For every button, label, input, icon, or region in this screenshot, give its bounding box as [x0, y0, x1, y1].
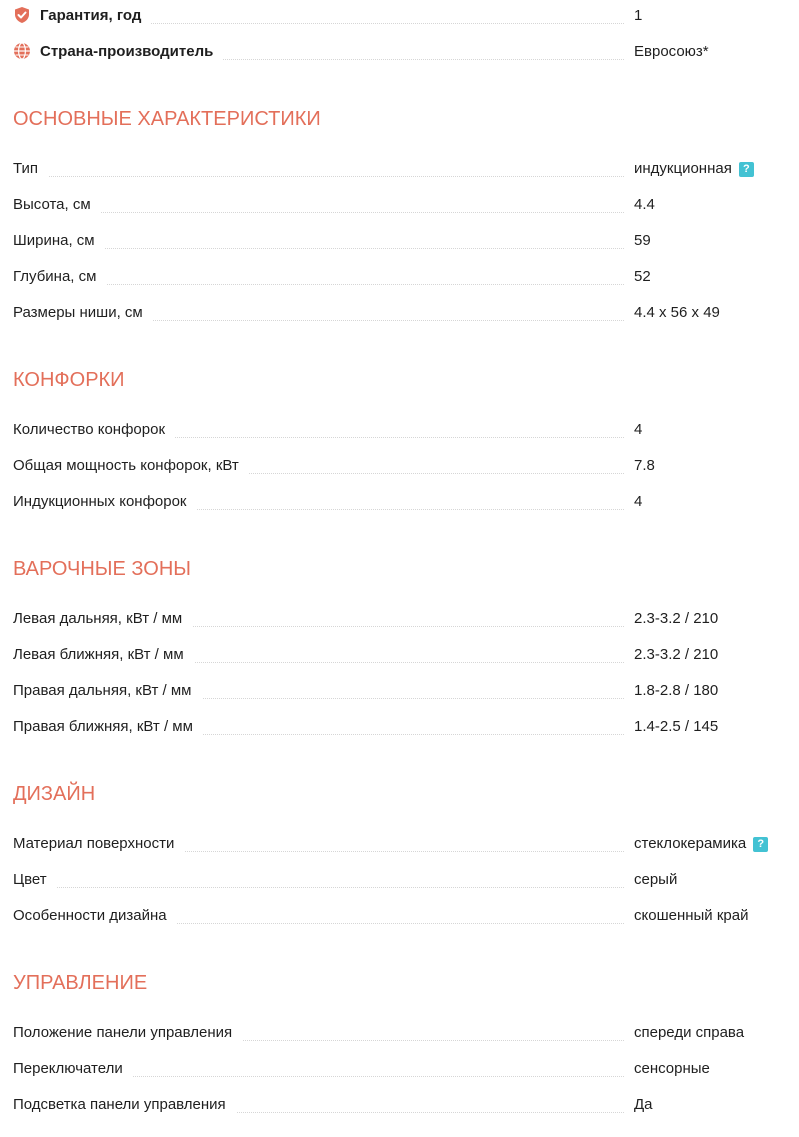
spec-row [13, 36, 791, 72]
spec-row [13, 711, 791, 747]
spec-label: Левая дальняя, кВт / мм [13, 610, 192, 627]
spec-value: спереди справа [634, 1024, 745, 1041]
spec-label: Левая ближняя, кВт / мм [13, 646, 194, 663]
spec-value-wrap [634, 196, 655, 213]
spec-value: Евросоюз* [634, 43, 709, 60]
spec-value: 1 [634, 7, 643, 24]
spec-value-wrap [634, 682, 718, 699]
spec-value-wrap [634, 421, 642, 438]
spec-value: 4.4 x 56 x 49 [634, 304, 720, 321]
spec-value: 52 [634, 268, 651, 285]
spec-value-wrap [634, 7, 642, 24]
spec-label: Правая дальняя, кВт / мм [13, 682, 202, 699]
spec-row [13, 414, 791, 450]
spec-value-wrap [634, 160, 754, 177]
spec-row [13, 0, 791, 36]
spec-value: 4.4 [634, 196, 655, 213]
spec-value-wrap [634, 457, 655, 474]
spec-value: серый [634, 871, 678, 888]
spec-row [13, 450, 791, 486]
spec-value: 2.3-3.2 / 210 [634, 610, 719, 627]
dotted-leader [13, 887, 624, 888]
spec-row [13, 486, 791, 522]
spec-value: 59 [634, 232, 651, 249]
spec-value-wrap [634, 871, 677, 888]
spec-value-wrap [634, 1096, 653, 1113]
help-icon[interactable]: ? [739, 162, 754, 177]
spec-value-wrap [634, 232, 651, 249]
spec-row [13, 1089, 791, 1125]
spec-label: Тип [13, 160, 48, 177]
spec-value: 4 [634, 493, 643, 510]
spec-value-wrap [634, 1024, 744, 1041]
spec-label: Подсветка панели управления [13, 1096, 236, 1113]
spec-label: Ширина, см [13, 232, 105, 249]
spec-label: Правая ближняя, кВт / мм [13, 718, 203, 735]
spec-value-wrap [634, 646, 718, 663]
spec-row [13, 900, 791, 936]
spec-label: Материал поверхности [13, 835, 184, 852]
spec-value: скошенный край [634, 907, 749, 924]
spec-row [13, 189, 791, 225]
spec-row [13, 639, 791, 675]
spec-value-wrap [634, 610, 718, 627]
spec-row [13, 225, 791, 261]
dotted-leader [13, 248, 624, 249]
section-title: КОНФОРКИ [13, 369, 125, 391]
spec-value: 1.8-2.8 / 180 [634, 682, 719, 699]
spec-row [13, 153, 791, 189]
spec-label: Количество конфорок [13, 421, 175, 438]
spec-row [13, 1053, 791, 1089]
spec-row [13, 675, 791, 711]
spec-label: Высота, см [13, 196, 101, 213]
spec-label: Цвет [13, 871, 57, 888]
spec-label: Гарантия, год [13, 7, 151, 24]
spec-value-wrap [634, 907, 748, 924]
help-icon[interactable]: ? [753, 837, 768, 852]
spec-row [13, 1017, 791, 1053]
dotted-leader [13, 212, 624, 213]
spec-row [13, 261, 791, 297]
spec-value-wrap [634, 835, 768, 852]
shield-check-icon [13, 6, 31, 24]
spec-value: Да [634, 1096, 653, 1113]
spec-value-wrap [634, 304, 720, 321]
section-title: ВАРОЧНЫЕ ЗОНЫ [13, 558, 191, 580]
section-title: ОСНОВНЫЕ ХАРАКТЕРИСТИКИ [13, 108, 321, 130]
spec-value-wrap [634, 268, 651, 285]
spec-label: Индукционных конфорок [13, 493, 197, 510]
spec-label: Страна-производитель [13, 43, 223, 60]
spec-value-wrap [634, 1060, 710, 1077]
spec-value: 2.3-3.2 / 210 [634, 646, 719, 663]
spec-label: Общая мощность конфорок, кВт [13, 457, 249, 474]
spec-value-wrap [634, 43, 709, 60]
section-title: УПРАВЛЕНИЕ [13, 972, 148, 994]
spec-label: Положение панели управления [13, 1024, 242, 1041]
globe-icon [13, 42, 31, 60]
spec-label: Глубина, см [13, 268, 106, 285]
spec-row [13, 828, 791, 864]
spec-label: Размеры ниши, см [13, 304, 153, 321]
spec-row [13, 864, 791, 900]
spec-value: индукционная [634, 160, 732, 177]
spec-value-wrap [634, 718, 718, 735]
section-title: ДИЗАЙН [13, 783, 96, 805]
spec-value: 4 [634, 421, 643, 438]
dotted-leader [13, 176, 624, 177]
spec-value: стеклокерамика [634, 835, 747, 852]
spec-row [13, 603, 791, 639]
spec-value-wrap [634, 493, 642, 510]
spec-value: сенсорные [634, 1060, 710, 1077]
spec-value: 7.8 [634, 457, 655, 474]
spec-row [13, 297, 791, 333]
spec-label: Переключатели [13, 1060, 133, 1077]
spec-label: Особенности дизайна [13, 907, 177, 924]
spec-value: 1.4-2.5 / 145 [634, 718, 719, 735]
